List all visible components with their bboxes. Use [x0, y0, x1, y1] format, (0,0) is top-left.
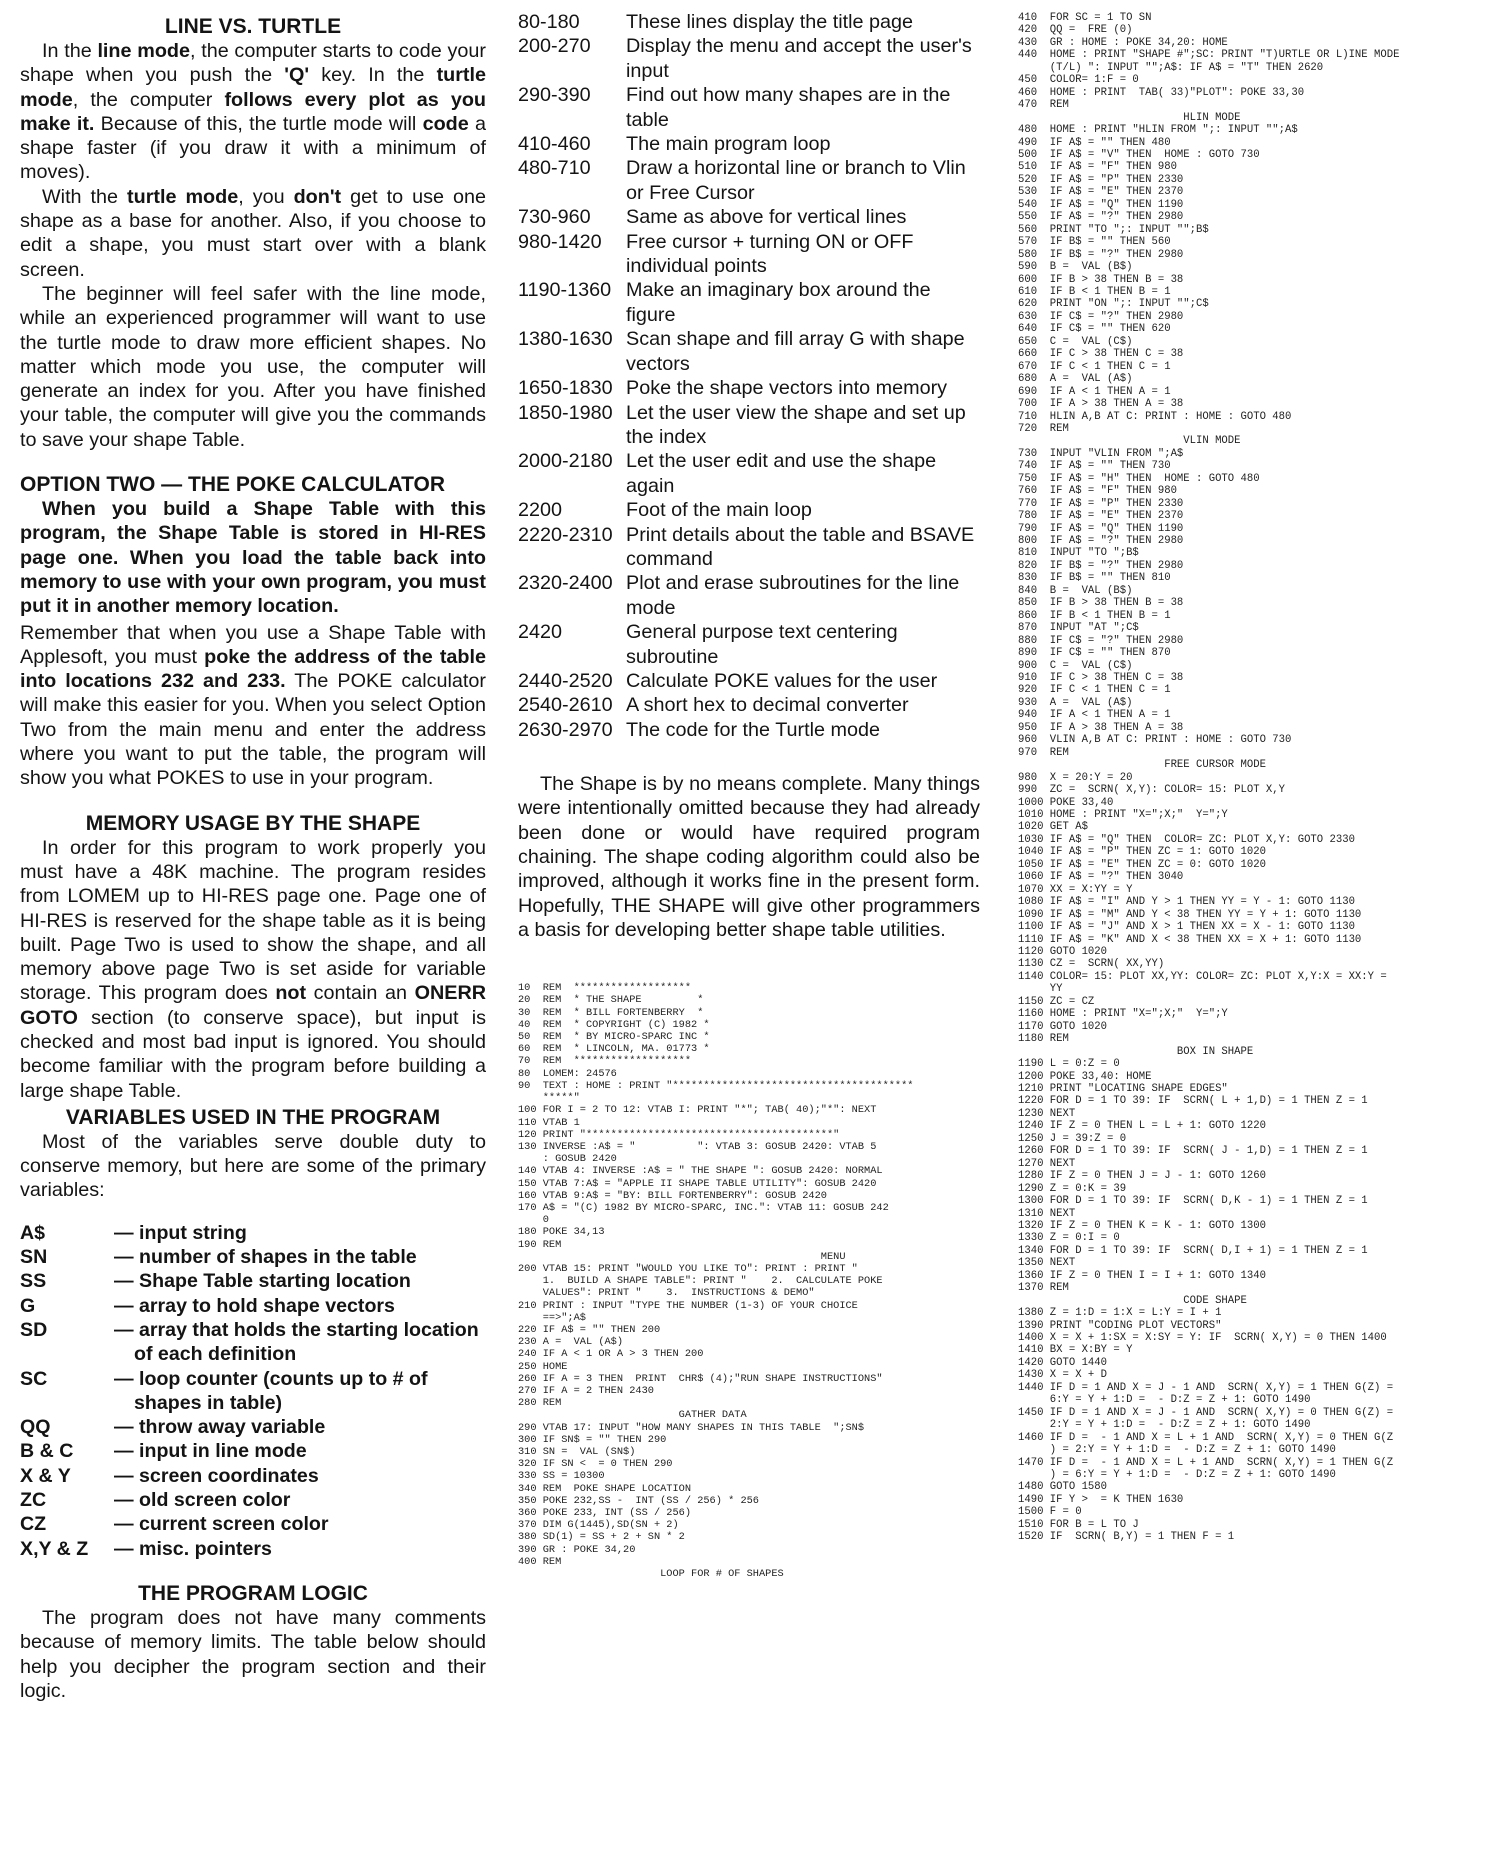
paragraph-option-two-1: When you build a Shape Table with this program, the Shape Table is stored in HI-RES page one. When you load the table back into memory to use with your own program, you must put it in another memory location. [20, 498, 486, 618]
line-range-desc: Draw a horizontal line or branch to Vlin or Free Cursor [626, 157, 966, 204]
variable-name: SC [20, 1367, 48, 1390]
variable-row [20, 1537, 486, 1561]
variable-name: G [20, 1294, 36, 1317]
article-column-3 [1018, 12, 1468, 1544]
variable-name: QQ [20, 1416, 51, 1439]
line-range: 2630-2970 [518, 718, 613, 741]
line-range: 480-710 [518, 157, 591, 180]
line-range-desc: The main program loop [626, 133, 831, 156]
logic-table-row [518, 34, 980, 83]
line-range: 2320-2400 [518, 572, 613, 595]
line-range: 1190-1360 [518, 279, 612, 302]
variable-desc: — throw away variable [114, 1416, 326, 1439]
program-listing-part-2: 410 FOR SC = 1 TO SN 420 QQ = FRE (0) 430 GR : HOME : POKE 34,20: HOME 440 HOME : PRINT "SHAPE #";SC: PRINT "T)URTLE OR L)INE MODE (T/L) ": INPUT "";A$: IF A$ = "T" THEN 2620 450 COLOR= 1:F = 0 460 HOME : PRINT TAB( 33)"PLOT": POKE 33,30 470 REM HLIN MODE 480 HOME : PRINT "HLIN FROM ";: INPUT "";A$ 490 IF A$ = "" THEN 480 500 IF A$ = "V" THEN HOME : GOTO 730 510 IF A$ = "F" THEN 980 520 IF A$ = "P" THEN 2330 530 IF A$ = "E" THEN 2370 540 IF A$ = "Q" THEN 1190 550 IF A$ = "?" THEN 2980 560 PRINT "TO ";: INPUT "";B$ 570 IF B$ = "" THEN 560 580 IF B$ = "?" THEN 2980 590 B = VAL (B$) 600 IF B > 38 THEN B = 38 610 IF B < 1 THEN B = 1 620 PRINT "ON ";: INPUT "";C$ 630 IF C$ = "?" THEN 2980 640 IF C$ = "" THEN 620 650 C = VAL (C$) 660 IF C > 38 THEN C = 38 670 IF C < 1 THEN C = 1 680 A = VAL (A$) 690 IF A < 1 THEN A = 1 700 IF A > 38 THEN A = 38 710 HLIN A,B AT C: PRINT : HOME : GOTO 480 720 REM VLIN MODE 730 INPUT "VLIN FROM ";A$ 740 IF A$ = "" THEN 730 750 IF A$ = "H" THEN HOME : GOTO 480 760 IF A$ = "F" THEN 980 770 IF A$ = "P" THEN 2330 780 IF A$ = "E" THEN 2370 790 IF A$ = "Q" THEN 1190 800 IF A$ = "?" THEN 2980 810 INPUT "TO ";B$ 820 IF B$ = "?" THEN 2980 830 IF B$ = "" THEN 810 840 B = VAL (B$) 850 IF B > 38 THEN B = 38 860 IF B < 1 THEN B = 1 870 INPUT "AT ";C$ 880 IF C$ = "?" THEN 2980 890 IF C$ = "" THEN 870 900 C = VAL (C$) 910 IF C > 38 THEN C = 38 920 IF C < 1 THEN C = 1 930 A = VAL (A$) 940 IF A < 1 THEN A = 1 950 IF A > 38 THEN A = 38 960 VLIN A,B AT C: PRINT : HOME : GOTO 730 970 REM FREE CURSOR MODE 980 X = 20:Y = 20 990 ZC = SCRN( X,Y): COLOR= 15: PLOT X,Y 1000 POKE 33,40 1010 HOME : PRINT "X=";X;" Y=";Y 1020 GET A$ 1030 IF A$ = "Q" THEN COLOR= ZC: PLOT X,Y: GOTO 2330 1040 IF A$ = "P" THEN ZC = 1: GOTO 1020 1050 IF A$ = "E" THEN ZC = 0: GOTO 1020 1060 IF A$ = "?" THEN 3040 1070 XX = X:YY = Y 1080 IF A$ = "I" AND Y > 1 THEN YY = Y - 1: GOTO 1130 1090 IF A$ = "M" AND Y < 38 THEN YY = Y + 1: GOTO 1130 1100 IF A$ = "J" AND X > 1 THEN XX = X - 1: GOTO 1130 1110 IF A$ = "K" AND X < 38 THEN XX = X + 1: GOTO 1130 1120 GOTO 1020 1130 CZ = SCRN( XX,YY) 1140 COLOR= 15: PLOT XX,YY: COLOR= ZC: PLOT X,Y:X = XX:Y = YY 1150 ZC = CZ 1160 HOME : PRINT "X=";X;" Y=";Y 1170 GOTO 1020 1180 REM BOX IN SHAPE 1190 L = 0:Z = 0 1200 POKE 33,40: HOME 1210 PRINT "LOCATING SHAPE EDGES" 1220 FOR D = 1 TO 39: IF SCRN( L + 1,D) = 1 THEN Z = 1 1230 NEXT 1240 IF Z = 0 THEN L = L + 1: GOTO 1220 1250 J = 39:Z = 0 1260 FOR D = 1 TO 39: IF SCRN( J - 1,D) = 1 THEN Z = 1 1270 NEXT 1280 IF Z = 0 THEN J = J - 1: GOTO 1260 1290 Z = 0:K = 39 1300 FOR D = 1 TO 39: IF SCRN( D,K - 1) = 1 THEN Z = 1 1310 NEXT 1320 IF Z = 0 THEN K = K - 1: GOTO 1300 1330 Z = 0:I = 0 1340 FOR D = 1 TO 39: IF SCRN( D,I + 1) = 1 THEN Z = 1 1350 NEXT 1360 IF Z = 0 THEN I = I + 1: GOTO 1340 1370 REM CODE SHAPE 1380 Z = 1:D = 1:X = L:Y = I + 1 1390 PRINT "CODING PLOT VECTORS" 1400 X = X + 1:SX = X:SY = Y: IF SCRN( X,Y) = 0 THEN 1400 1410 BX = X:BY = Y 1420 GOTO 1440 1430 X = X + D 1440 IF D = 1 AND X = J - 1 AND SCRN( X,Y) = 1 THEN G(Z) = 6:Y = Y + 1:D = - D:Z = Z + 1: GOTO 1490 1450 IF D = 1 AND X = J - 1 AND SCRN( X,Y) = 0 THEN G(Z) = 2:Y = Y + 1:D = - D:Z = Z + 1: GOTO 1490 1460 IF D = - 1 AND X = L + 1 AND SCRN( X,Y) = 0 THEN G(Z ) = 2:Y = Y + 1:D = - D:Z = Z + 1: GOTO 1490 1470 IF D = - 1 AND X = L + 1 AND SCRN( X,Y) = 1 THEN G(Z ) = 6:Y = Y + 1:D = - D:Z = Z + 1: GOTO 1490 1480 GOTO 1580 1490 IF Y > = K THEN 1630 1500 F = 0 1510 FOR B = L TO J 1520 IF SCRN( B,Y) = 1 THEN F = 1 [1018, 12, 1400, 1544]
variable-row [20, 1367, 486, 1416]
variable-desc: — input string [114, 1221, 247, 1244]
paragraph-shape-summary: The Shape is by no means complete. Many things were intentionally omitted because they had already been done or would have required program chaining. The shape coding algorithm could also be improved, although it works fine in the present form. Hopefully, THE SHAPE will give other programmers a basis for developing better shape table utilities. [518, 773, 980, 941]
variable-desc: — input in line mode [114, 1440, 307, 1463]
line-range-desc: Same as above for vertical lines [626, 206, 907, 229]
logic-table-row [518, 571, 980, 620]
variable-name: X & Y [20, 1464, 71, 1487]
variable-desc: — loop counter (counts up to # of shapes in table) [114, 1367, 428, 1414]
line-range-desc: Make an imaginary box around the figure [626, 279, 931, 326]
variable-desc: — array that holds the starting location of each definition [114, 1318, 479, 1366]
line-range-desc: These lines display the title page [626, 11, 914, 33]
variable-desc: — misc. pointers [114, 1537, 272, 1560]
line-range: 2000-2180 [518, 450, 613, 473]
article-column-2 [518, 10, 980, 1580]
line-range-desc: General purpose text centering subroutine [626, 621, 898, 668]
line-range: 1650-1830 [518, 377, 613, 400]
line-range-desc: Print details about the table and BSAVE command [626, 523, 975, 570]
line-range: 410-460 [518, 133, 591, 156]
program-listing-part-1: 10 REM ******************* 20 REM * THE SHAPE * 30 REM * BILL FORTENBERRY * 40 REM * COPYRIGHT (C) 1982 * 50 REM * BY MICRO-SPARC INC * 60 REM * LINCOLN, MA. 01773 * 70 REM ******************* 80 LOMEM: 24576 90 TEXT : HOME : PRINT "*************************************** *****" 100 FOR I = 2 TO 12: VTAB I: PRINT "*"; TAB( 40);"*": NEXT 110 VTAB 1 120 PRINT "****************************************" 130 INVERSE :A$ = " ": VTAB 3: GOSUB 2420: VTAB 5 : GOSUB 2420 140 VTAB 4: INVERSE :A$ = " THE SHAPE ": GOSUB 2420: NORMAL 150 VTAB 7:A$ = "APPLE II SHAPE TABLE UTILITY": GOSUB 2420 160 VTAB 9:A$ = "BY: BILL FORTENBERRY": GOSUB 2420 170 A$ = "(C) 1982 BY MICRO-SPARC, INC.": VTAB 11: GOSUB 242 0 180 POKE 34,13 190 REM MENU 200 VTAB 15: PRINT "WOULD YOU LIKE TO": PRINT : PRINT " 1. BUILD A SHAPE TABLE": PRINT " 2. CALCULATE POKE VALUES": PRINT " 3. INSTRUCTIONS & DEMO" 210 PRINT : INPUT "TYPE THE NUMBER (1-3) OF YOUR CHOICE ==>";A$ 220 IF A$ = "" THEN 200 230 A = VAL (A$) 240 IF A < 1 OR A > 3 THEN 200 250 HOME 260 IF A = 3 THEN PRINT CHR$ (4);"RUN SHAPE INSTRUCTIONS" 270 IF A = 2 THEN 2430 280 REM GATHER DATA 290 VTAB 17: INPUT "HOW MANY SHAPES IN THIS TABLE ";SN$ 300 IF SN$ = "" THEN 290 310 SN = VAL (SN$) 320 IF SN < = 0 THEN 290 330 SS = 10300 340 REM POKE SHAPE LOCATION 350 POKE 232,SS - INT (SS / 256) * 256 360 POKE 233, INT (SS / 256) 370 DIM G(1445),SD(SN + 2) 380 SD(1) = SS + 2 + SN * 2 390 GR : POKE 34,20 400 REM LOOP FOR # OF SHAPES [518, 982, 914, 1581]
line-range: 2540-2610 [518, 694, 613, 717]
variable-desc: — number of shapes in the table [114, 1246, 417, 1269]
variable-row [20, 1415, 486, 1439]
logic-table-row [518, 10, 980, 34]
logic-table-row [518, 669, 980, 693]
logic-table-row [518, 401, 980, 450]
article-column-1 [20, 14, 486, 1703]
variable-desc: — array to hold shape vectors [114, 1294, 395, 1317]
logic-table-row [518, 327, 980, 376]
paragraph-line-turtle-1: In the line mode, the computer starts to code your shape when you push the 'Q' key. In the turtle mode, the computer follows every plot as you make it. Because of this, the turtle mode will code a shape faster (if you draw it with a minimum of moves). [20, 40, 487, 184]
variable-name: ZC [20, 1489, 47, 1512]
line-range: 80-180 [518, 11, 580, 33]
variable-name: SS [20, 1270, 47, 1293]
line-range: 2420 [518, 621, 563, 644]
line-range-desc: Calculate POKE values for the user [626, 669, 938, 692]
logic-table-row [518, 693, 980, 717]
variable-row [20, 1488, 486, 1512]
variable-desc: — old screen color [114, 1489, 291, 1512]
logic-table-row [518, 449, 980, 498]
variable-desc: — screen coordinates [114, 1464, 319, 1487]
line-range-desc: Let the user edit and use the shape again [626, 450, 937, 497]
line-range: 2200 [518, 499, 563, 522]
logic-table-row [518, 523, 980, 572]
line-range-desc: Poke the shape vectors into memory [626, 377, 948, 400]
line-range: 980-1420 [518, 230, 602, 253]
variable-name: CZ [20, 1513, 47, 1536]
variable-name: B & C [20, 1440, 74, 1463]
line-range-desc: Plot and erase subroutines for the line mode [626, 572, 960, 619]
logic-table-row [518, 83, 980, 132]
variable-row [20, 1294, 486, 1318]
heading-option-two: OPTION TWO — THE POKE CALCULATOR [20, 473, 446, 497]
variable-name: X,Y & Z [20, 1537, 89, 1560]
paragraph-variables-intro: Most of the variables serve double duty to conserve memory, but here are some of the primary variables: [20, 1130, 486, 1202]
line-range: 200-270 [518, 35, 591, 58]
paragraph-option-two-2: Remember that when you use a Shape Table with Applesoft, you must poke the address of the table into locations 232 and 233. The POKE calculator will make this easier for you. When you select Option Two from the main menu and enter the address where you want to put the table, the program will show you what POKES to use in your program. [20, 621, 486, 790]
variable-name: SN [20, 1246, 48, 1269]
variable-row [20, 1439, 486, 1463]
logic-table-row [518, 278, 980, 327]
heading-variables: VARIABLES USED IN THE PROGRAM [65, 1105, 441, 1129]
variable-row [20, 1269, 486, 1293]
paragraph-program-logic: The program does not have many comments because of memory limits. The table below should help you decipher the program section and their logic. [20, 1606, 486, 1702]
variable-row [20, 1318, 486, 1367]
line-range: 730-960 [518, 206, 591, 229]
variable-name: SD [20, 1318, 48, 1341]
variable-desc: — current screen color [114, 1513, 329, 1536]
logic-table-row [518, 376, 980, 400]
variable-row [20, 1464, 486, 1488]
line-range-desc: A short hex to decimal converter [626, 694, 909, 717]
line-range-desc: Display the menu and accept the user's input [626, 35, 972, 82]
variable-row [20, 1512, 486, 1536]
line-range: 2440-2520 [518, 669, 613, 692]
logic-table-row [518, 156, 980, 205]
variable-row [20, 1221, 486, 1245]
variables-list [20, 1221, 486, 1561]
logic-table-row [518, 620, 980, 669]
line-range-desc: Foot of the main loop [626, 499, 812, 522]
logic-table-row [518, 205, 980, 229]
logic-table-row [518, 230, 980, 279]
paragraph-line-turtle-2: With the turtle mode, you don't get to use one shape as a base for another. Also, if you choose to edit a shape, you must start over with a blank screen. [20, 185, 486, 281]
line-range-desc: The code for the Turtle mode [626, 718, 880, 741]
line-range-desc: Scan shape and fill array G with shape vectors [626, 328, 965, 375]
line-range-desc: Find out how many shapes are in the table [626, 84, 951, 131]
paragraph-line-turtle-3: The beginner will feel safer with the line mode, while an experienced programmer will want to use the turtle mode to draw more efficient shapes. No matter which mode you use, the computer will generate an index for you. After you have finished your table, the computer will give you the commands to save your shape Table. [20, 282, 486, 451]
logic-table-row [518, 132, 980, 156]
variable-desc: — Shape Table starting location [114, 1270, 411, 1293]
program-logic-table [518, 10, 980, 742]
heading-program-logic: THE PROGRAM LOGIC [138, 1581, 368, 1605]
line-range: 1850-1980 [518, 401, 613, 424]
line-range-desc: Free cursor + turning ON or OFF individual points [626, 230, 914, 278]
line-range: 1380-1630 [518, 328, 613, 351]
line-range: 290-390 [518, 84, 591, 107]
line-range-desc: Let the user view the shape and set up the index [626, 401, 966, 448]
line-range: 2220-2310 [518, 523, 613, 546]
heading-line-vs-turtle: LINE VS. TURTLE [164, 15, 342, 38]
variable-name: A$ [20, 1221, 46, 1244]
variable-row [20, 1245, 486, 1269]
logic-table-row [518, 718, 980, 742]
logic-table-row [518, 498, 980, 522]
paragraph-memory-usage: In order for this program to work properly you must have a 48K machine. The program resides from LOMEM up to HI-RES page one. Page one of HI-RES is reserved for the shape table as it is being built. Page Two is used to show the shape, and all memory above page Two is set aside for variable storage. This program does not contain an ONERR GOTO section (to conserve space), but input is checked and most bad input is ignored. You should become familiar with the program before building a large shape Table. [20, 836, 487, 1102]
heading-memory-usage: MEMORY USAGE BY THE SHAPE [85, 811, 421, 835]
